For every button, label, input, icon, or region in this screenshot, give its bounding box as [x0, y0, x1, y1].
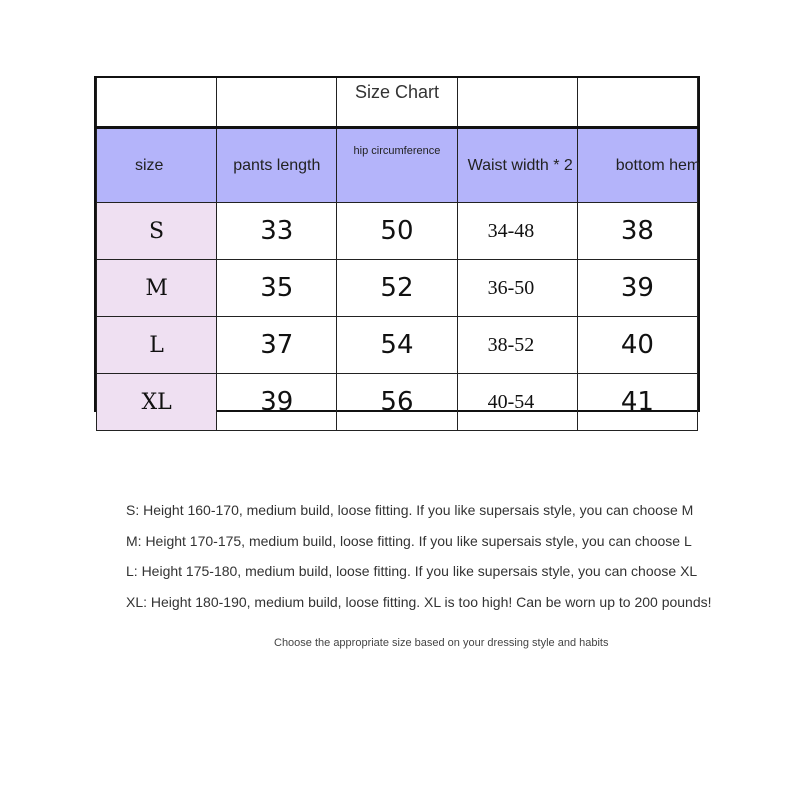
title-empty-cell — [217, 78, 337, 128]
waist-cell: 40-54 — [457, 374, 577, 431]
size-notes — [126, 500, 712, 622]
header-bottom-hem: bottom hem — [577, 128, 697, 203]
title-empty-cell — [97, 78, 217, 128]
waist-cell: 34-48 — [457, 203, 577, 260]
pants-length-cell: 35 — [217, 260, 337, 317]
waist-cell: 38-52 — [457, 317, 577, 374]
waist-cell: 36-50 — [457, 260, 577, 317]
hip-cell: 56 — [337, 374, 457, 431]
pants-length-cell: 39 — [217, 374, 337, 431]
note-line: L: Height 175-180, medium build, loose fitting. If you like supersais style, you can choose XL — [126, 563, 698, 579]
table-row — [97, 317, 698, 374]
note-line: S: Height 160-170, medium build, loose fitting. If you like supersais style, you can choose M — [126, 502, 694, 518]
title-cell — [337, 78, 457, 128]
size-chart-table — [94, 76, 701, 417]
size-cell: XL — [97, 374, 217, 431]
hem-cell: 39 — [577, 260, 697, 317]
hem-cell: 40 — [577, 317, 697, 374]
footer-note: Choose the appropriate size based on your dressing style and habits — [274, 637, 609, 649]
chart-title: Size Chart — [354, 82, 439, 102]
table-row — [97, 260, 698, 317]
hip-cell: 54 — [337, 317, 457, 374]
hip-cell: 52 — [337, 260, 457, 317]
title-empty-cell — [457, 78, 577, 128]
note-line: XL: Height 180-190, medium build, loose fitting. XL is too high! Can be worn up to 200 pounds! — [126, 593, 712, 610]
pants-length-cell: 37 — [217, 317, 337, 374]
table-row — [97, 203, 698, 260]
title-empty-cell — [577, 78, 697, 128]
header-waist-width: Waist width * 2 — [457, 128, 577, 203]
pants-length-cell: 33 — [217, 203, 337, 260]
size-cell: M — [97, 260, 217, 317]
header-row — [97, 128, 698, 203]
header-size: size — [97, 128, 217, 203]
table-row — [97, 374, 698, 431]
hip-cell: 50 — [337, 203, 457, 260]
header-pants-length: pants length — [217, 128, 337, 203]
size-cell: L — [97, 317, 217, 374]
hem-cell: 38 — [577, 203, 697, 260]
title-row — [97, 78, 698, 128]
note-line: M: Height 170-175, medium build, loose fitting. If you like supersais style, you can choose L — [126, 532, 692, 549]
header-hip-circumference: hip circumference — [337, 128, 457, 203]
size-cell: S — [97, 203, 217, 260]
hem-cell: 41 — [577, 374, 697, 431]
